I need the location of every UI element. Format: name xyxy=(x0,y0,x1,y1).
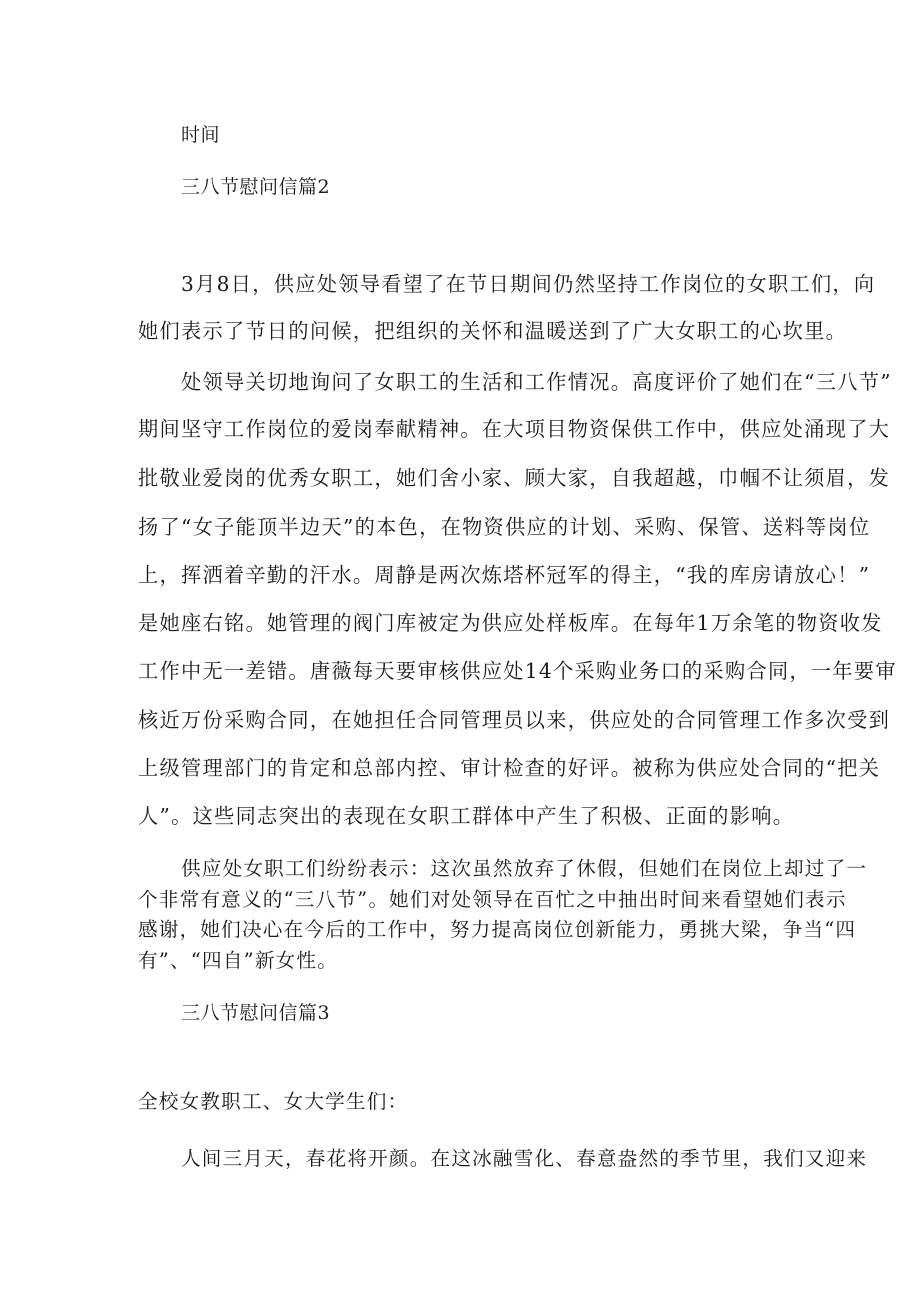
salutation: 全校女教职工、女大学生们： xyxy=(138,1090,409,1113)
paragraph-2-line: 批敬业爱岗的优秀女职工，她们舍小家、顾大家，自我超越，巾帼不让须眉，发 xyxy=(138,466,891,490)
paragraph-2-line: 工作中无一差错。唐薇每天要审核供应处14个采购业务口的采购合同，一年要审 xyxy=(138,659,897,683)
time-label: 时间 xyxy=(181,124,221,146)
section-heading-3: 三八节慰问信篇3 xyxy=(181,1002,331,1024)
paragraph-3-line: 有”、“四自”新女性。 xyxy=(138,949,339,972)
paragraph-2-line: 是她座右铭。她管理的阀门库被定为供应处样板库。在每年1万余笔的物资收发 xyxy=(138,611,883,635)
paragraph-2-line: 上，挥洒着辛勤的汗水。周静是两次炼塔杯冠军的得主，“我的库房请放心！” xyxy=(138,563,871,587)
paragraph-1-line: 3月8日，供应处领导看望了在节日期间仍然坚持工作岗位的女职工们，向 xyxy=(181,272,876,296)
section-heading-2: 三八节慰问信篇2 xyxy=(181,176,331,198)
paragraph-3-line: 个非常有意义的“三八节”。她们对处领导在百忙之中抽出时间来看望她们表示 xyxy=(138,888,847,911)
paragraph-2-line: 核近万份采购合同，在她担任合同管理员以来，供应处的合同管理工作多次受到 xyxy=(138,708,891,732)
paragraph-1-line: 她们表示了节日的问候，把组织的关怀和温暖送到了广大女职工的心坎里。 xyxy=(138,319,848,343)
paragraph-2-line: 处领导关切地询问了女职工的生活和工作情况。高度评价了她们在“三八节” xyxy=(181,370,892,394)
paragraph-3-line: 供应处女职工们纷纷表示：这次虽然放弃了休假，但她们在岗位上却过了一 xyxy=(181,857,868,880)
paragraph-3-line: 感谢，她们决心在今后的工作中，努力提高岗位创新能力，勇挑大梁，争当“四 xyxy=(138,918,857,941)
paragraph-2-line: 扬了“女子能顶半边天”的本色，在物资供应的计划、采购、保管、送料等岗位 xyxy=(138,515,871,539)
paragraph-2-line: 期间坚守工作岗位的爱岗奉献精神。在大项目物资保供工作中，供应处涌现了大 xyxy=(138,417,891,441)
paragraph-4-line: 人间三月天，春花将开颜。在这冰融雪化、春意盎然的季节里，我们又迎来 xyxy=(181,1147,868,1170)
paragraph-2-line: 人”。这些同志突出的表现在女职工群体中产生了积极、正面的影响。 xyxy=(138,804,795,828)
paragraph-2-line: 上级管理部门的肯定和总部内控、审计检查的好评。被称为供应处合同的“把关 xyxy=(138,756,881,780)
